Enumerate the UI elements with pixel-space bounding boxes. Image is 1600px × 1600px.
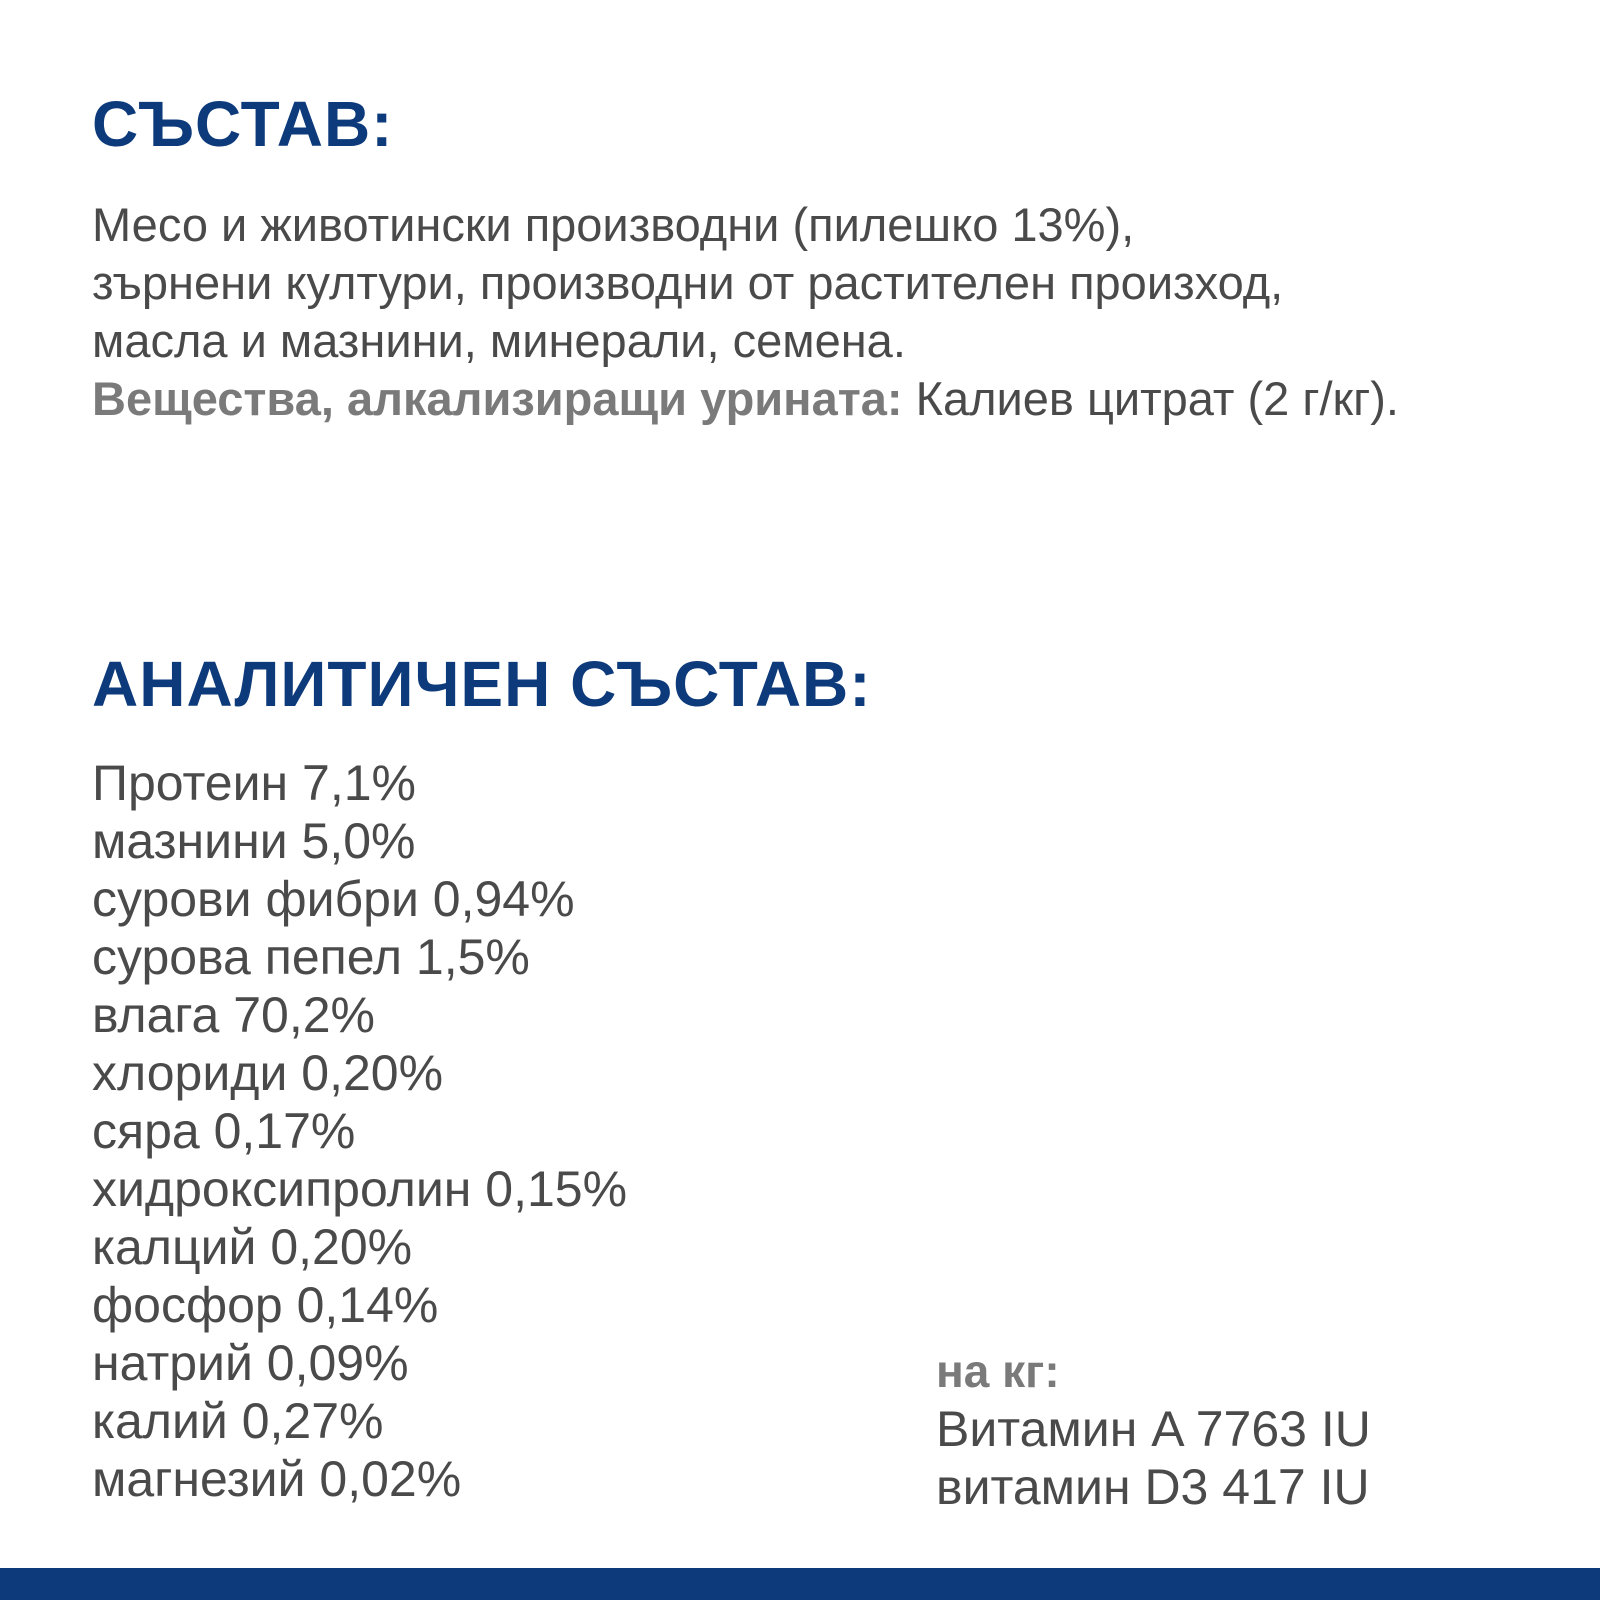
analysis-item: хидроксипролин 0,15% — [92, 1161, 628, 1217]
vitamin-item: витамин D3 417 IU — [936, 1459, 1370, 1515]
analytical-heading: АНАЛИТИЧЕН СЪСТАВ: — [92, 648, 872, 720]
analysis-item: Протеин 7,1% — [92, 755, 416, 811]
analysis-list — [92, 754, 627, 1508]
vitamin-item: Витамин A 7763 IU — [936, 1401, 1371, 1457]
analysis-item: фосфор 0,14% — [92, 1277, 439, 1333]
composition-line: зърнени култури, производни от растителен произход, — [92, 256, 1284, 309]
per-kg-label: на кг: — [936, 1345, 1060, 1397]
analysis-item: калций 0,20% — [92, 1219, 413, 1275]
composition-text — [92, 196, 1572, 428]
analysis-item: влага 70,2% — [92, 987, 376, 1043]
analysis-item: хлориди 0,20% — [92, 1045, 444, 1101]
analysis-item: натрий 0,09% — [92, 1335, 409, 1391]
analysis-item: сурови фибри 0,94% — [92, 871, 575, 927]
composition-line: масла и мазнини, минерали, семена. — [92, 314, 906, 367]
additive-line — [92, 370, 1572, 428]
analysis-item: магнезий 0,02% — [92, 1451, 462, 1507]
analysis-item: сурова пепел 1,5% — [92, 929, 530, 985]
additive-value: Калиев цитрат (2 г/кг). — [902, 372, 1399, 425]
composition-heading: СЪСТАВ: — [92, 88, 394, 160]
additive-label: Вещества, алкализиращи урината: — [92, 372, 903, 425]
analysis-item: мазнини 5,0% — [92, 813, 416, 869]
composition-line: Месо и животински производни (пилешко 13%), — [92, 198, 1135, 251]
bottom-brand-bar — [0, 1568, 1600, 1600]
analysis-item: калий 0,27% — [92, 1393, 384, 1449]
analysis-item: сяра 0,17% — [92, 1103, 356, 1159]
per-kg-block — [936, 1342, 1371, 1516]
